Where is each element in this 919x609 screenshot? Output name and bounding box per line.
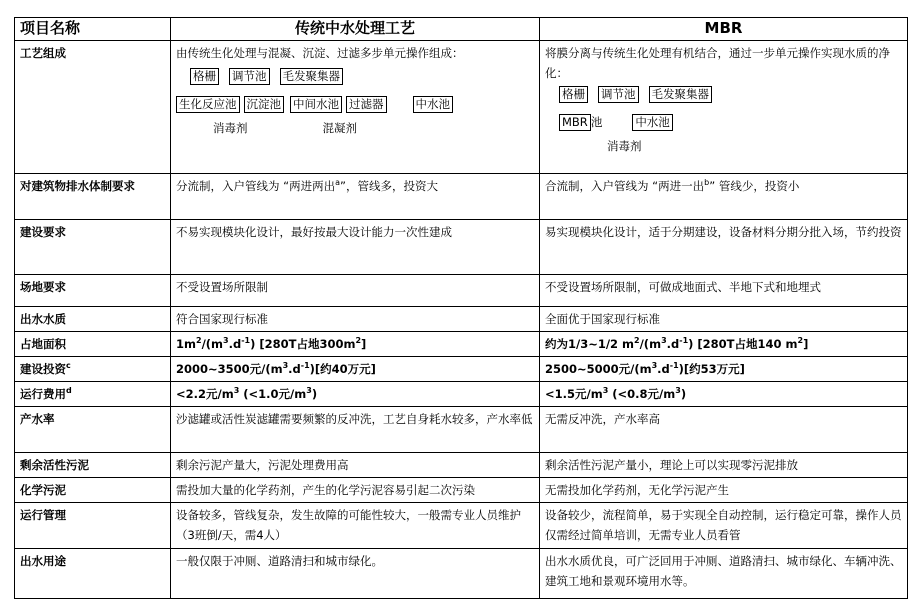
comparison-table-wrapper (14, 17, 908, 599)
row-label: 出水水质 (15, 307, 171, 332)
mbr-cell: 全面优于国家现行标准 (540, 307, 908, 332)
unit-box: 调节池 (229, 68, 270, 85)
unit-box: 沉淀池 (244, 96, 285, 113)
unit-box: 过滤器 (346, 96, 387, 113)
trad-cell: 剩余污泥产量大，污泥处理费用高 (171, 453, 540, 478)
mbr-cell: 无需反冲洗，产水率高 (540, 407, 908, 453)
mbr-chemicals (545, 135, 902, 159)
unit-box: 调节池 (598, 86, 639, 103)
chem-label: 消毒剂 (607, 139, 642, 153)
trad-cell: $1m^2/(m^3.d^{-1})$ [280T占地$300m^2$] (171, 332, 540, 357)
unit-box: 毛发聚集器 (649, 86, 713, 103)
row-label: 产水率 (15, 407, 171, 453)
header-row (15, 18, 908, 41)
unit-suffix: 池 (590, 115, 603, 129)
header-traditional: 传统中水处理工艺 (171, 18, 540, 41)
mbr-cell: 2500~5000元$/(m^3.d^{-1})$[约53万元] (540, 357, 908, 382)
trad-cell: 不易实现模块化设计，最好按最大设计能力一次性建成 (171, 220, 540, 275)
mbr-cell: 设备较少，流程简单，易于实现全自动控制，运行稳定可靠，操作人员仅需经过简单培训，无需专业人员看管 (540, 503, 908, 549)
comparison-table (14, 17, 908, 599)
table-row (15, 174, 908, 220)
row-label: 工艺组成 (15, 41, 171, 174)
table-row (15, 503, 908, 549)
trad-units-row2 (176, 93, 534, 117)
table-row (15, 357, 908, 382)
row-label: 建设投资$^c$ (15, 357, 171, 382)
unit-box: 中间水池 (290, 96, 342, 113)
table-row (15, 332, 908, 357)
table-row (15, 220, 908, 275)
chem-label: 混凝剂 (322, 121, 357, 135)
table-row (15, 382, 908, 407)
mbr-cell: 易实现模块化设计，适于分期建设，设备材料分期分批入场，节约投资 (540, 220, 908, 275)
trad-desc: 由传统生化处理与混凝、沉淀、过滤多步单元操作组成： (176, 46, 464, 60)
trad-cell: 2000~3500元$/(m^3.d^{-1})$[约40万元] (171, 357, 540, 382)
trad-cell: 符合国家现行标准 (171, 307, 540, 332)
unit-box: 中水池 (632, 114, 673, 131)
table-row (15, 549, 908, 599)
row-label: 运行管理 (15, 503, 171, 549)
header-item: 项目名称 (15, 18, 171, 41)
row-label: 化学污泥 (15, 478, 171, 503)
unit-box: 格栅 (190, 68, 219, 85)
trad-cell: <2.2元$/m^3$ (<1.0元$/m^3$) (171, 382, 540, 407)
trad-cell: 设备较多，管线复杂，发生故障的可能性较大，一般需专业人员维护（3班倒/天，需4人） (171, 503, 540, 549)
trad-units-row1 (176, 65, 534, 89)
table-row (15, 407, 908, 453)
table-row (15, 275, 908, 307)
mbr-cell: 约为1/3~1/2 $m^2/(m^3.d^{-1})$ [280T占地140 $m^2$] (540, 332, 908, 357)
table-row (15, 478, 908, 503)
row-label: 建设要求 (15, 220, 171, 275)
chem-label: 消毒剂 (213, 121, 248, 135)
trad-cell: 不受设置场所限制 (171, 275, 540, 307)
mbr-cell (540, 41, 908, 174)
trad-cell: 需投加大量的化学药剂，产生的化学污泥容易引起二次污染 (171, 478, 540, 503)
trad-cell: 沙滤罐或活性炭滤罐需要频繁的反冲洗，工艺自身耗水较多，产水率低 (171, 407, 540, 453)
unit-box: 生化反应池 (176, 96, 240, 113)
mbr-cell: 合流制，入户管线为 “两进一出$^b$” 管线少，投资小 (540, 174, 908, 220)
unit-box: 中水池 (413, 96, 454, 113)
trad-cell (171, 41, 540, 174)
row-label: 出水用途 (15, 549, 171, 599)
row-label: 占地面积 (15, 332, 171, 357)
row-label: 运行费用$^d$ (15, 382, 171, 407)
row-label: 场地要求 (15, 275, 171, 307)
trad-cell: 一般仅限于冲厕、道路清扫和城市绿化。 (171, 549, 540, 599)
mbr-desc: 将膜分离与传统生化处理有机结合，通过一步单元操作实现水质的净化： (545, 46, 890, 80)
row-label: 对建筑物排水体制要求 (15, 174, 171, 220)
table-row (15, 453, 908, 478)
mbr-units-row2 (545, 111, 902, 135)
row-label: 剩余活性污泥 (15, 453, 171, 478)
trad-chemicals (176, 117, 534, 141)
table-row (15, 307, 908, 332)
mbr-units-row1 (545, 83, 902, 107)
trad-cell: 分流制，入户管线为 “两进两出$^a$”，管线多，投资大 (171, 174, 540, 220)
mbr-cell: <1.5元$/m^3$ (<0.8元$/m^3$) (540, 382, 908, 407)
mbr-cell: 出水水质优良，可广泛回用于冲厕、道路清扫、城市绿化、车辆冲洗、建筑工地和景观环境用水等。 (540, 549, 908, 599)
unit-box: MBR (559, 114, 591, 131)
mbr-cell: 无需投加化学药剂，无化学污泥产生 (540, 478, 908, 503)
mbr-cell: 不受设置场所限制，可做成地面式、半地下式和地埋式 (540, 275, 908, 307)
unit-box: 格栅 (559, 86, 588, 103)
table-row (15, 41, 908, 174)
unit-box: 毛发聚集器 (280, 68, 344, 85)
mbr-cell: 剩余活性污泥产量小，理论上可以实现零污泥排放 (540, 453, 908, 478)
header-mbr: MBR (540, 18, 908, 41)
